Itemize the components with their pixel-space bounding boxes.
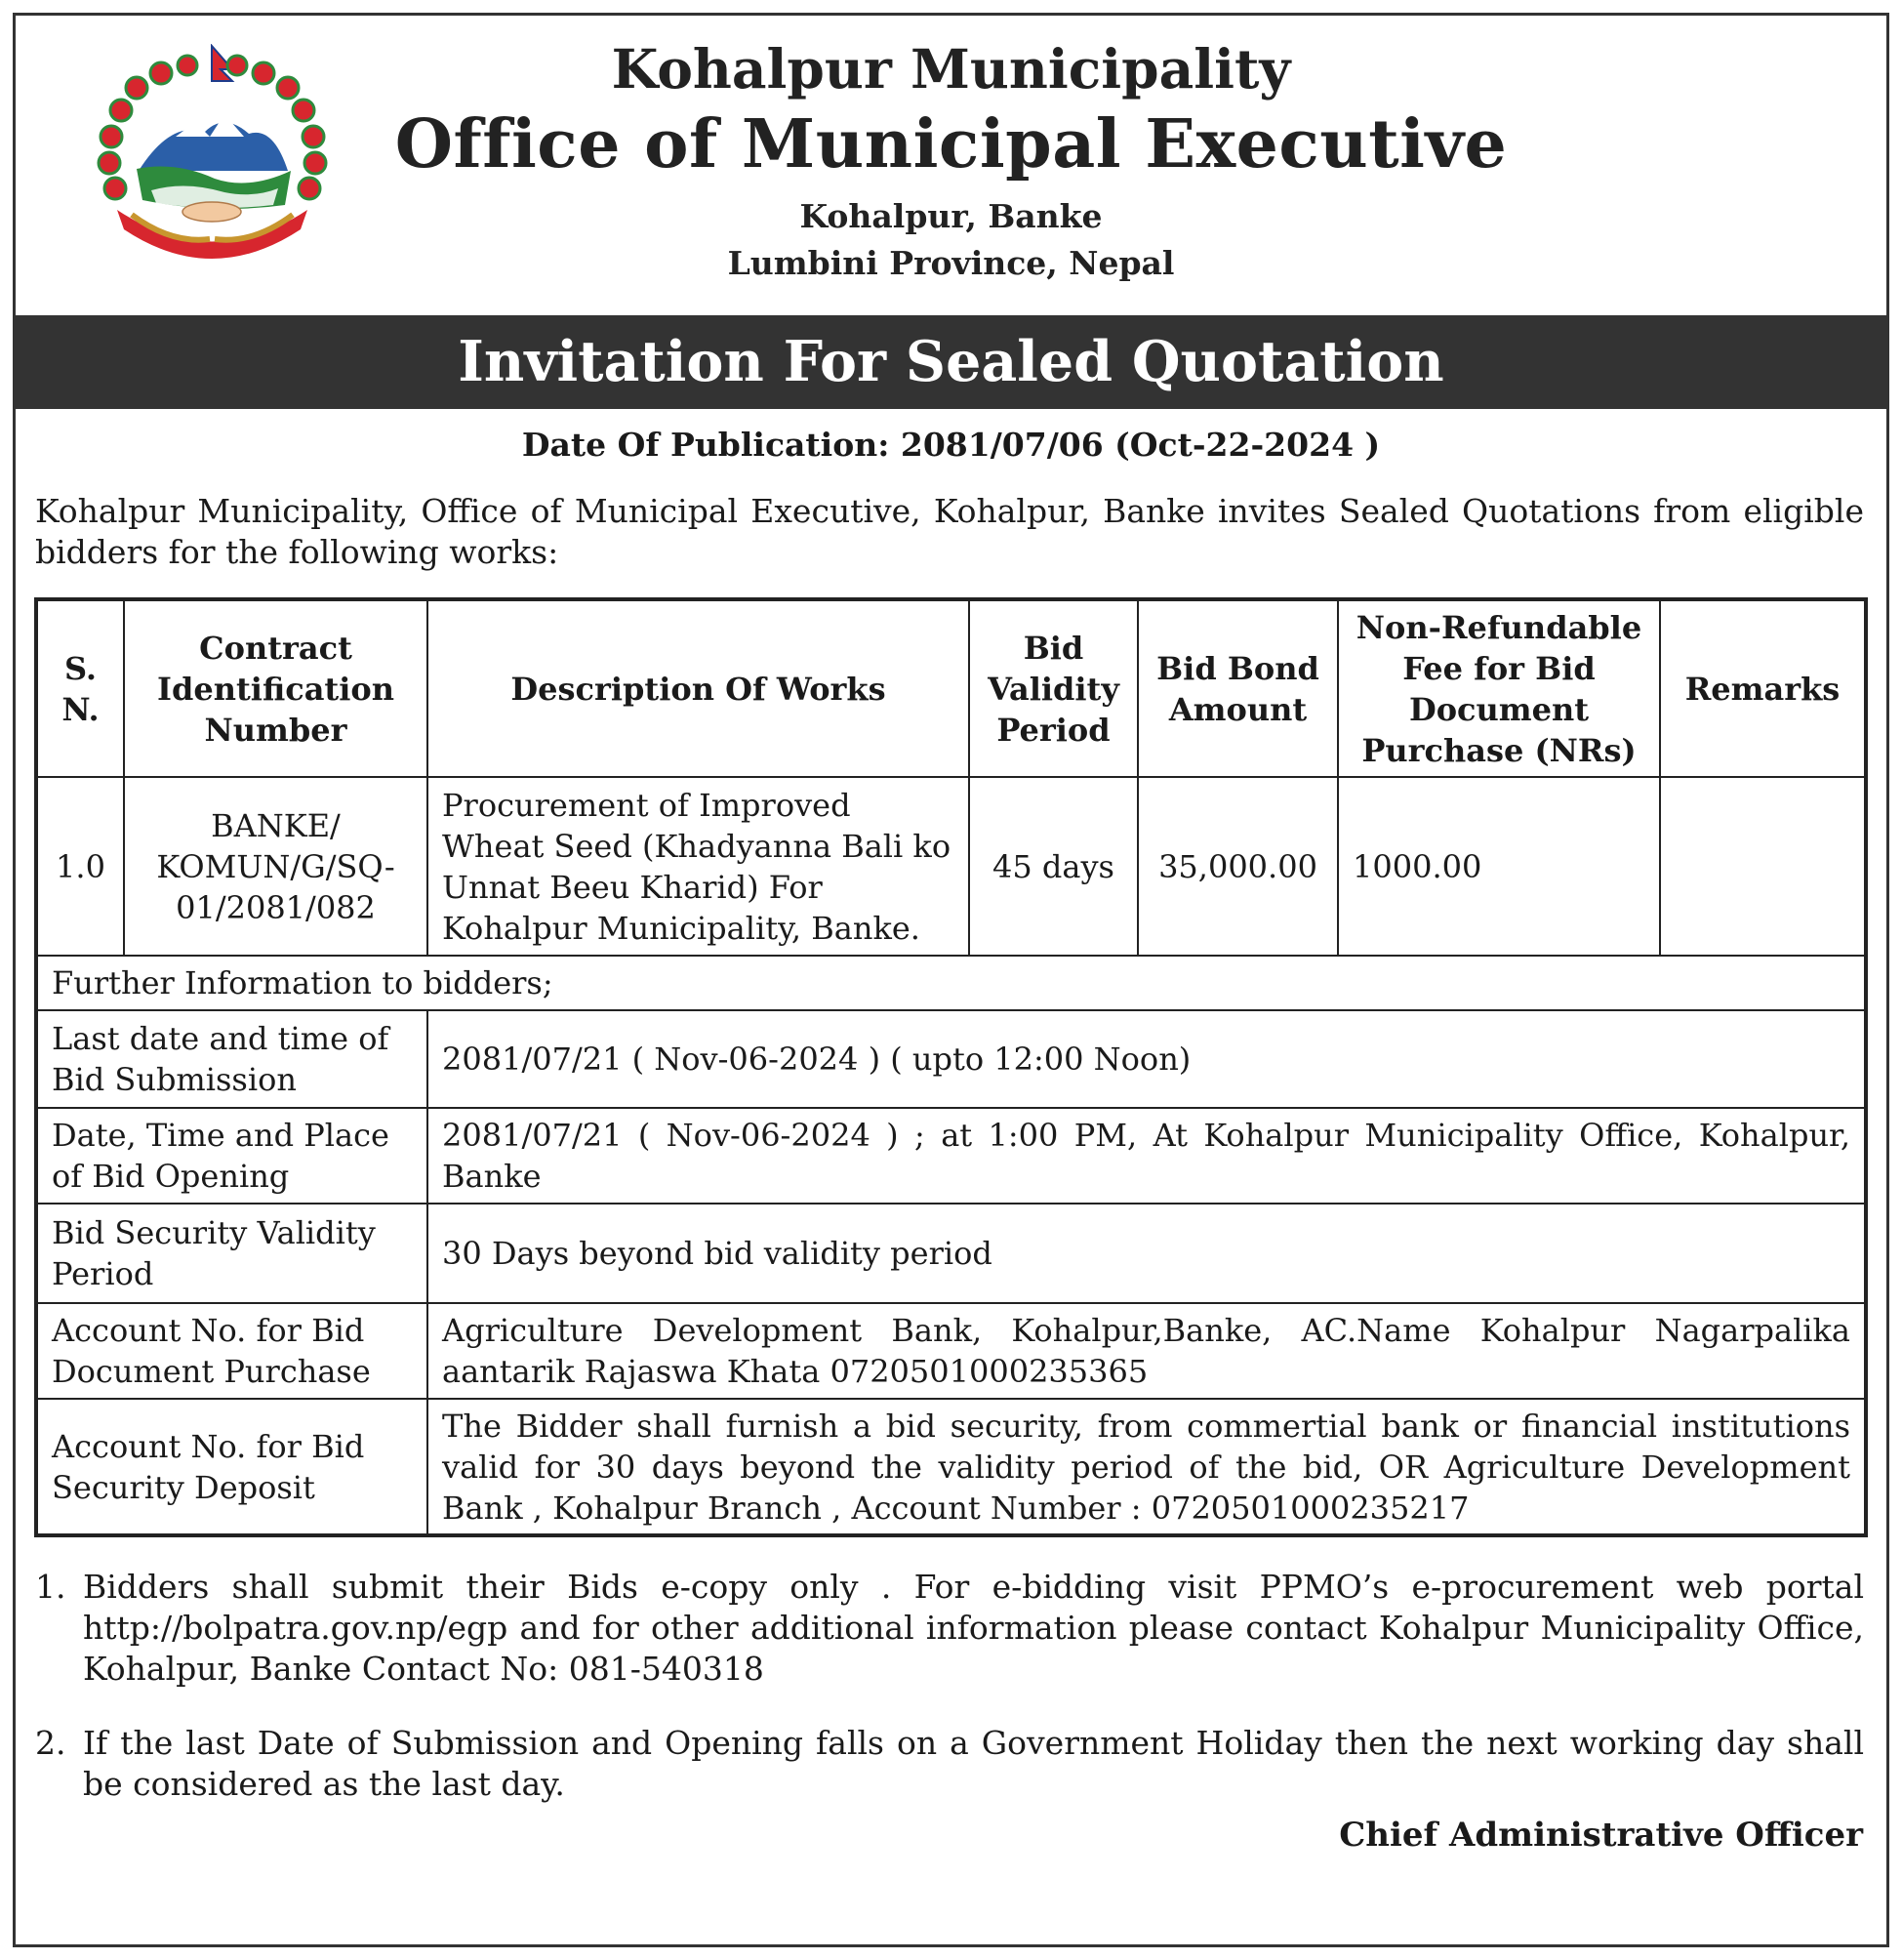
info-row bbox=[36, 1303, 1866, 1399]
note-number: 1. bbox=[35, 1568, 66, 1606]
header-description: Description Of Works bbox=[427, 599, 969, 777]
note-item bbox=[35, 1723, 1864, 1805]
info-row bbox=[36, 1010, 1866, 1108]
further-info-row bbox=[36, 956, 1866, 1010]
notice-title-banner: Invitation For Sealed Quotation bbox=[13, 315, 1889, 409]
header-remarks: Remarks bbox=[1660, 599, 1866, 777]
header-fee: Non-Refundable Fee for Bid Document Purchase (NRs) bbox=[1338, 599, 1660, 777]
row-description: Procurement of Improved Wheat Seed (Khadyanna Bali ko Unnat Beeu Kharid) For Kohalpur Municipality, Banke. bbox=[427, 777, 969, 956]
info-label: Date, Time and Place of Bid Opening bbox=[36, 1108, 427, 1204]
row-fee: 1000.00 bbox=[1338, 777, 1660, 956]
info-value: 2081/07/21 ( Nov-06-2024 ) ; at 1:00 PM, At Kohalpur Municipality Office, Kohalpur, Banke bbox=[427, 1108, 1866, 1204]
office-location: Kohalpur, Banke bbox=[799, 197, 1103, 235]
header-sn: S. N. bbox=[36, 599, 124, 777]
info-value: The Bidder shall furnish a bid security, from commertial bank or financial institutions valid for 30 days beyond the validity period of the bid, OR Agriculture Development Bank , Kohalpur Branch , Account Number : 0720501000235217 bbox=[427, 1399, 1866, 1535]
row-bond: 35,000.00 bbox=[1138, 777, 1338, 956]
info-row bbox=[36, 1399, 1866, 1535]
signature-title: Chief Administrative Officer bbox=[1339, 1816, 1863, 1855]
row-validity: 45 days bbox=[969, 777, 1138, 956]
table-row bbox=[36, 777, 1866, 956]
info-label: Bid Security Validity Period bbox=[36, 1204, 427, 1303]
info-row bbox=[36, 1204, 1866, 1303]
office-name: Office of Municipal Executive bbox=[394, 105, 1508, 184]
header-bond: Bid Bond Amount bbox=[1138, 599, 1338, 777]
header-validity: Bid Validity Period bbox=[969, 599, 1138, 777]
info-label: Account No. for Bid Document Purchase bbox=[36, 1303, 427, 1399]
info-value: Agriculture Development Bank, Kohalpur,Banke, AC.Name Kohalpur Nagarpalika aantarik Rajaswa Khata 0720501000235365 bbox=[427, 1303, 1866, 1399]
office-province: Lumbini Province, Nepal bbox=[727, 244, 1175, 282]
info-row bbox=[36, 1108, 1866, 1204]
info-value: 2081/07/21 ( Nov-06-2024 ) ( upto 12:00 Noon) bbox=[427, 1010, 1866, 1108]
info-label: Account No. for Bid Security Deposit bbox=[36, 1399, 427, 1535]
info-label: Last date and time of Bid Submission bbox=[36, 1010, 427, 1108]
note-number: 2. bbox=[35, 1724, 66, 1762]
municipality-name: Kohalpur Municipality bbox=[611, 37, 1291, 101]
further-info-label: Further Information to bidders; bbox=[36, 956, 1866, 1010]
publication-date: Date Of Publication: 2081/07/06 (Oct-22-2024 ) bbox=[521, 426, 1381, 464]
intro-paragraph: Kohalpur Municipality, Office of Municipal Executive, Kohalpur, Banke invites Sealed Quotations from eligible bidders for the following works: bbox=[35, 492, 1864, 571]
note-text: If the last Date of Submission and Opening falls on a Government Holiday then the next working day shall be considered as the last day. bbox=[83, 1724, 1864, 1803]
header-contract-id: Contract Identification Number bbox=[124, 599, 427, 777]
table-header-row bbox=[36, 599, 1866, 777]
note-item bbox=[35, 1567, 1864, 1690]
info-value: 30 Days beyond bid validity period bbox=[427, 1204, 1866, 1303]
row-contract-id: BANKE/ KOMUN/G/SQ-01/2081/082 bbox=[124, 777, 427, 956]
quotation-table bbox=[34, 597, 1868, 1537]
row-sn: 1.0 bbox=[36, 777, 124, 956]
note-text: Bidders shall submit their Bids e-copy only . For e-bidding visit PPMO’s e-procurement web portal http://bolpatra.gov.np/egp and for other additional information please contact Kohalpur Municipality Office, Kohalpur, Banke Contact No: 081-540318 bbox=[83, 1568, 1864, 1688]
row-remarks bbox=[1660, 777, 1866, 956]
